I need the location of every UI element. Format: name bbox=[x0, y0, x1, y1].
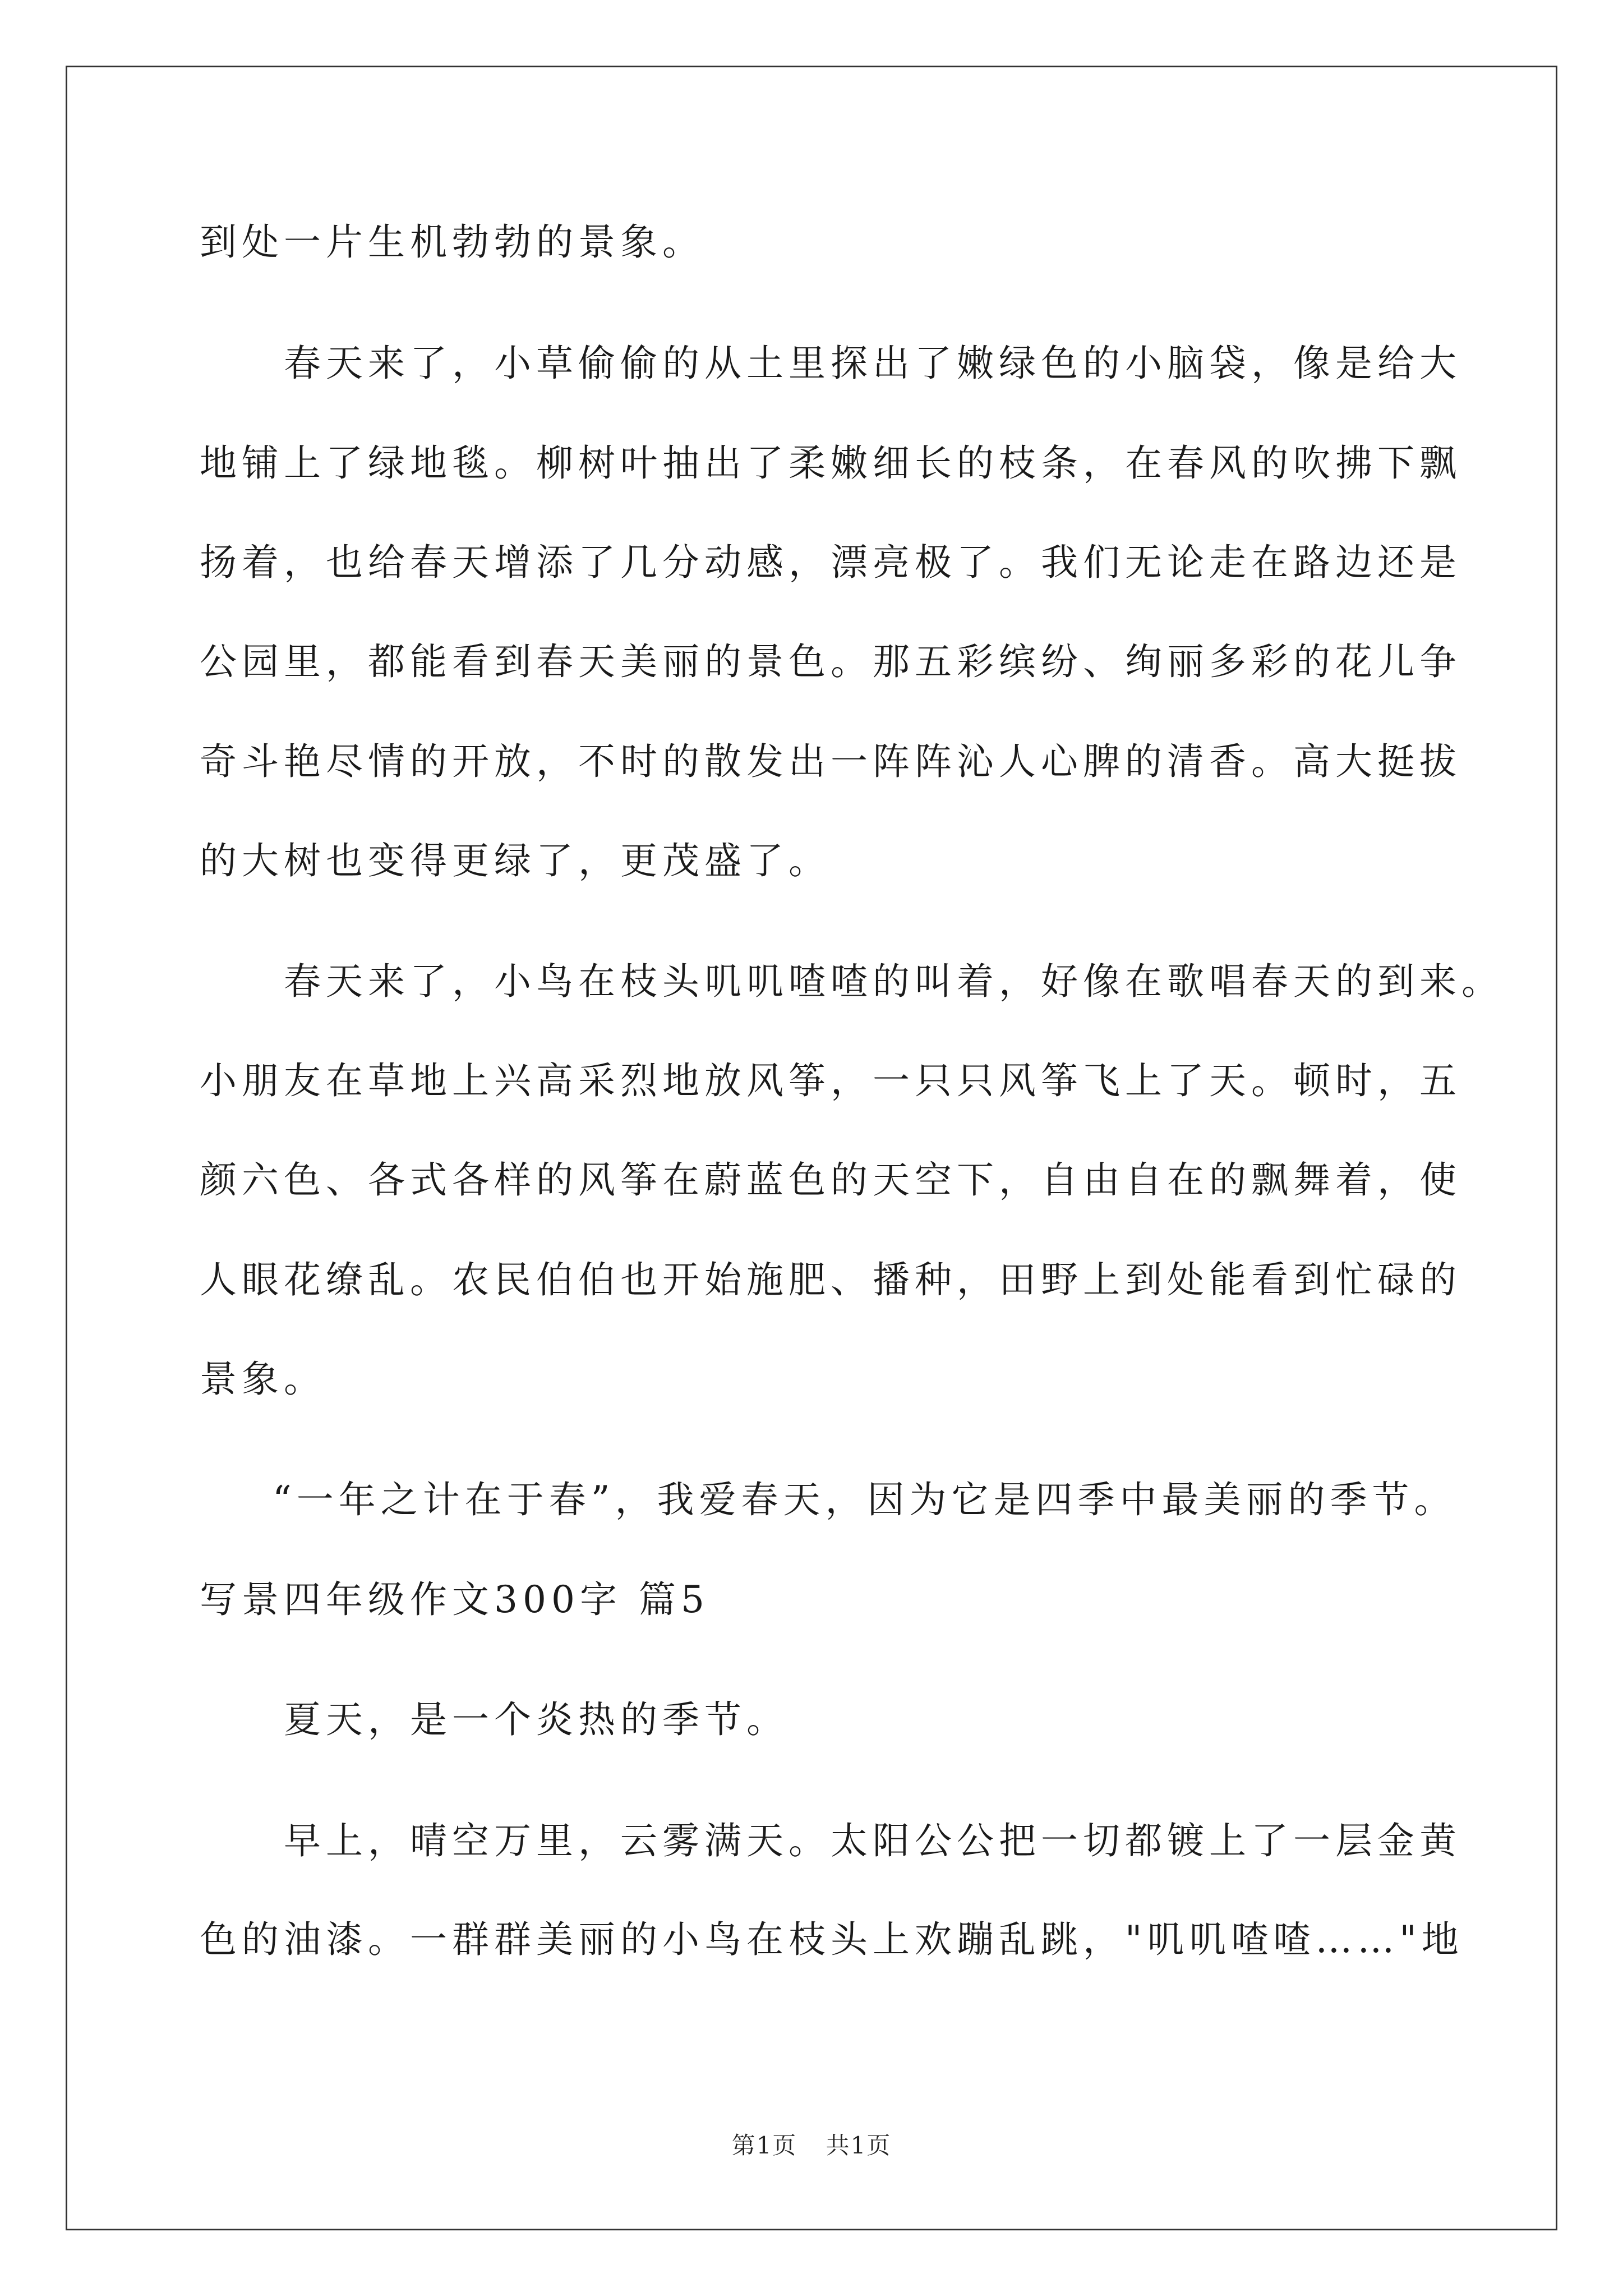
section-heading: 写景四年级作文300字 篇5 bbox=[200, 1578, 709, 1621]
paragraph-line: 夏天，是一个炎热的季节。 bbox=[284, 1698, 789, 1741]
paragraph-line: 春天来了，小草偷偷的从土里探出了嫩绿色的小脑袋，像是给大 bbox=[284, 342, 1461, 385]
paragraph-line: 公园里，都能看到春天美丽的景色。那五彩缤纷、绚丽多彩的花儿争 bbox=[200, 640, 1461, 683]
paragraph-line: 色的油漆。一群群美丽的小鸟在枝头上欢蹦乱跳，"叽叽喳喳……"地 bbox=[200, 1918, 1464, 1961]
paragraph-line: 扬着，也给春天增添了几分动感，漂亮极了。我们无论走在路边还是 bbox=[200, 541, 1461, 584]
paragraph-line: 春天来了，小鸟在枝头叽叽喳喳的叫着，好像在歌唱春天的到来。 bbox=[284, 960, 1504, 1003]
paragraph-line: 到处一片生机勃勃的景象。 bbox=[200, 220, 704, 264]
paragraph-line: 地铺上了绿地毯。柳树叶抽出了柔嫩细长的枝条，在春风的吹拂下飘 bbox=[200, 441, 1461, 485]
page-border bbox=[66, 66, 1557, 2230]
paragraph-line: 颜六色、各式各样的风筝在蔚蓝色的天空下，自由自在的飘舞着，使 bbox=[200, 1158, 1461, 1202]
paragraph-line: 景象。 bbox=[200, 1358, 326, 1401]
paragraph-line: 的大树也变得更绿了，更茂盛了。 bbox=[200, 839, 831, 882]
paragraph-line: 人眼花缭乱。农民伯伯也开始施肥、播种，田野上到处能看到忙碌的 bbox=[200, 1258, 1461, 1301]
paragraph-line: “一年之计在于春”，我爱春天，因为它是四季中最美丽的季节。 bbox=[273, 1478, 1456, 1521]
page-footer bbox=[0, 2132, 1623, 2160]
page-number-total: 共1页 bbox=[826, 2132, 892, 2159]
paragraph-line: 早上，晴空万里，云雾满天。太阳公公把一切都镀上了一层金黄 bbox=[284, 1819, 1461, 1862]
page-number-current: 第1页 bbox=[731, 2132, 797, 2159]
paragraph-line: 小朋友在草地上兴高采烈地放风筝，一只只风筝飞上了天。顿时，五 bbox=[200, 1059, 1461, 1102]
paragraph-line: 奇斗艳尽情的开放，不时的散发出一阵阵沁人心脾的清香。高大挺拔 bbox=[200, 740, 1461, 783]
